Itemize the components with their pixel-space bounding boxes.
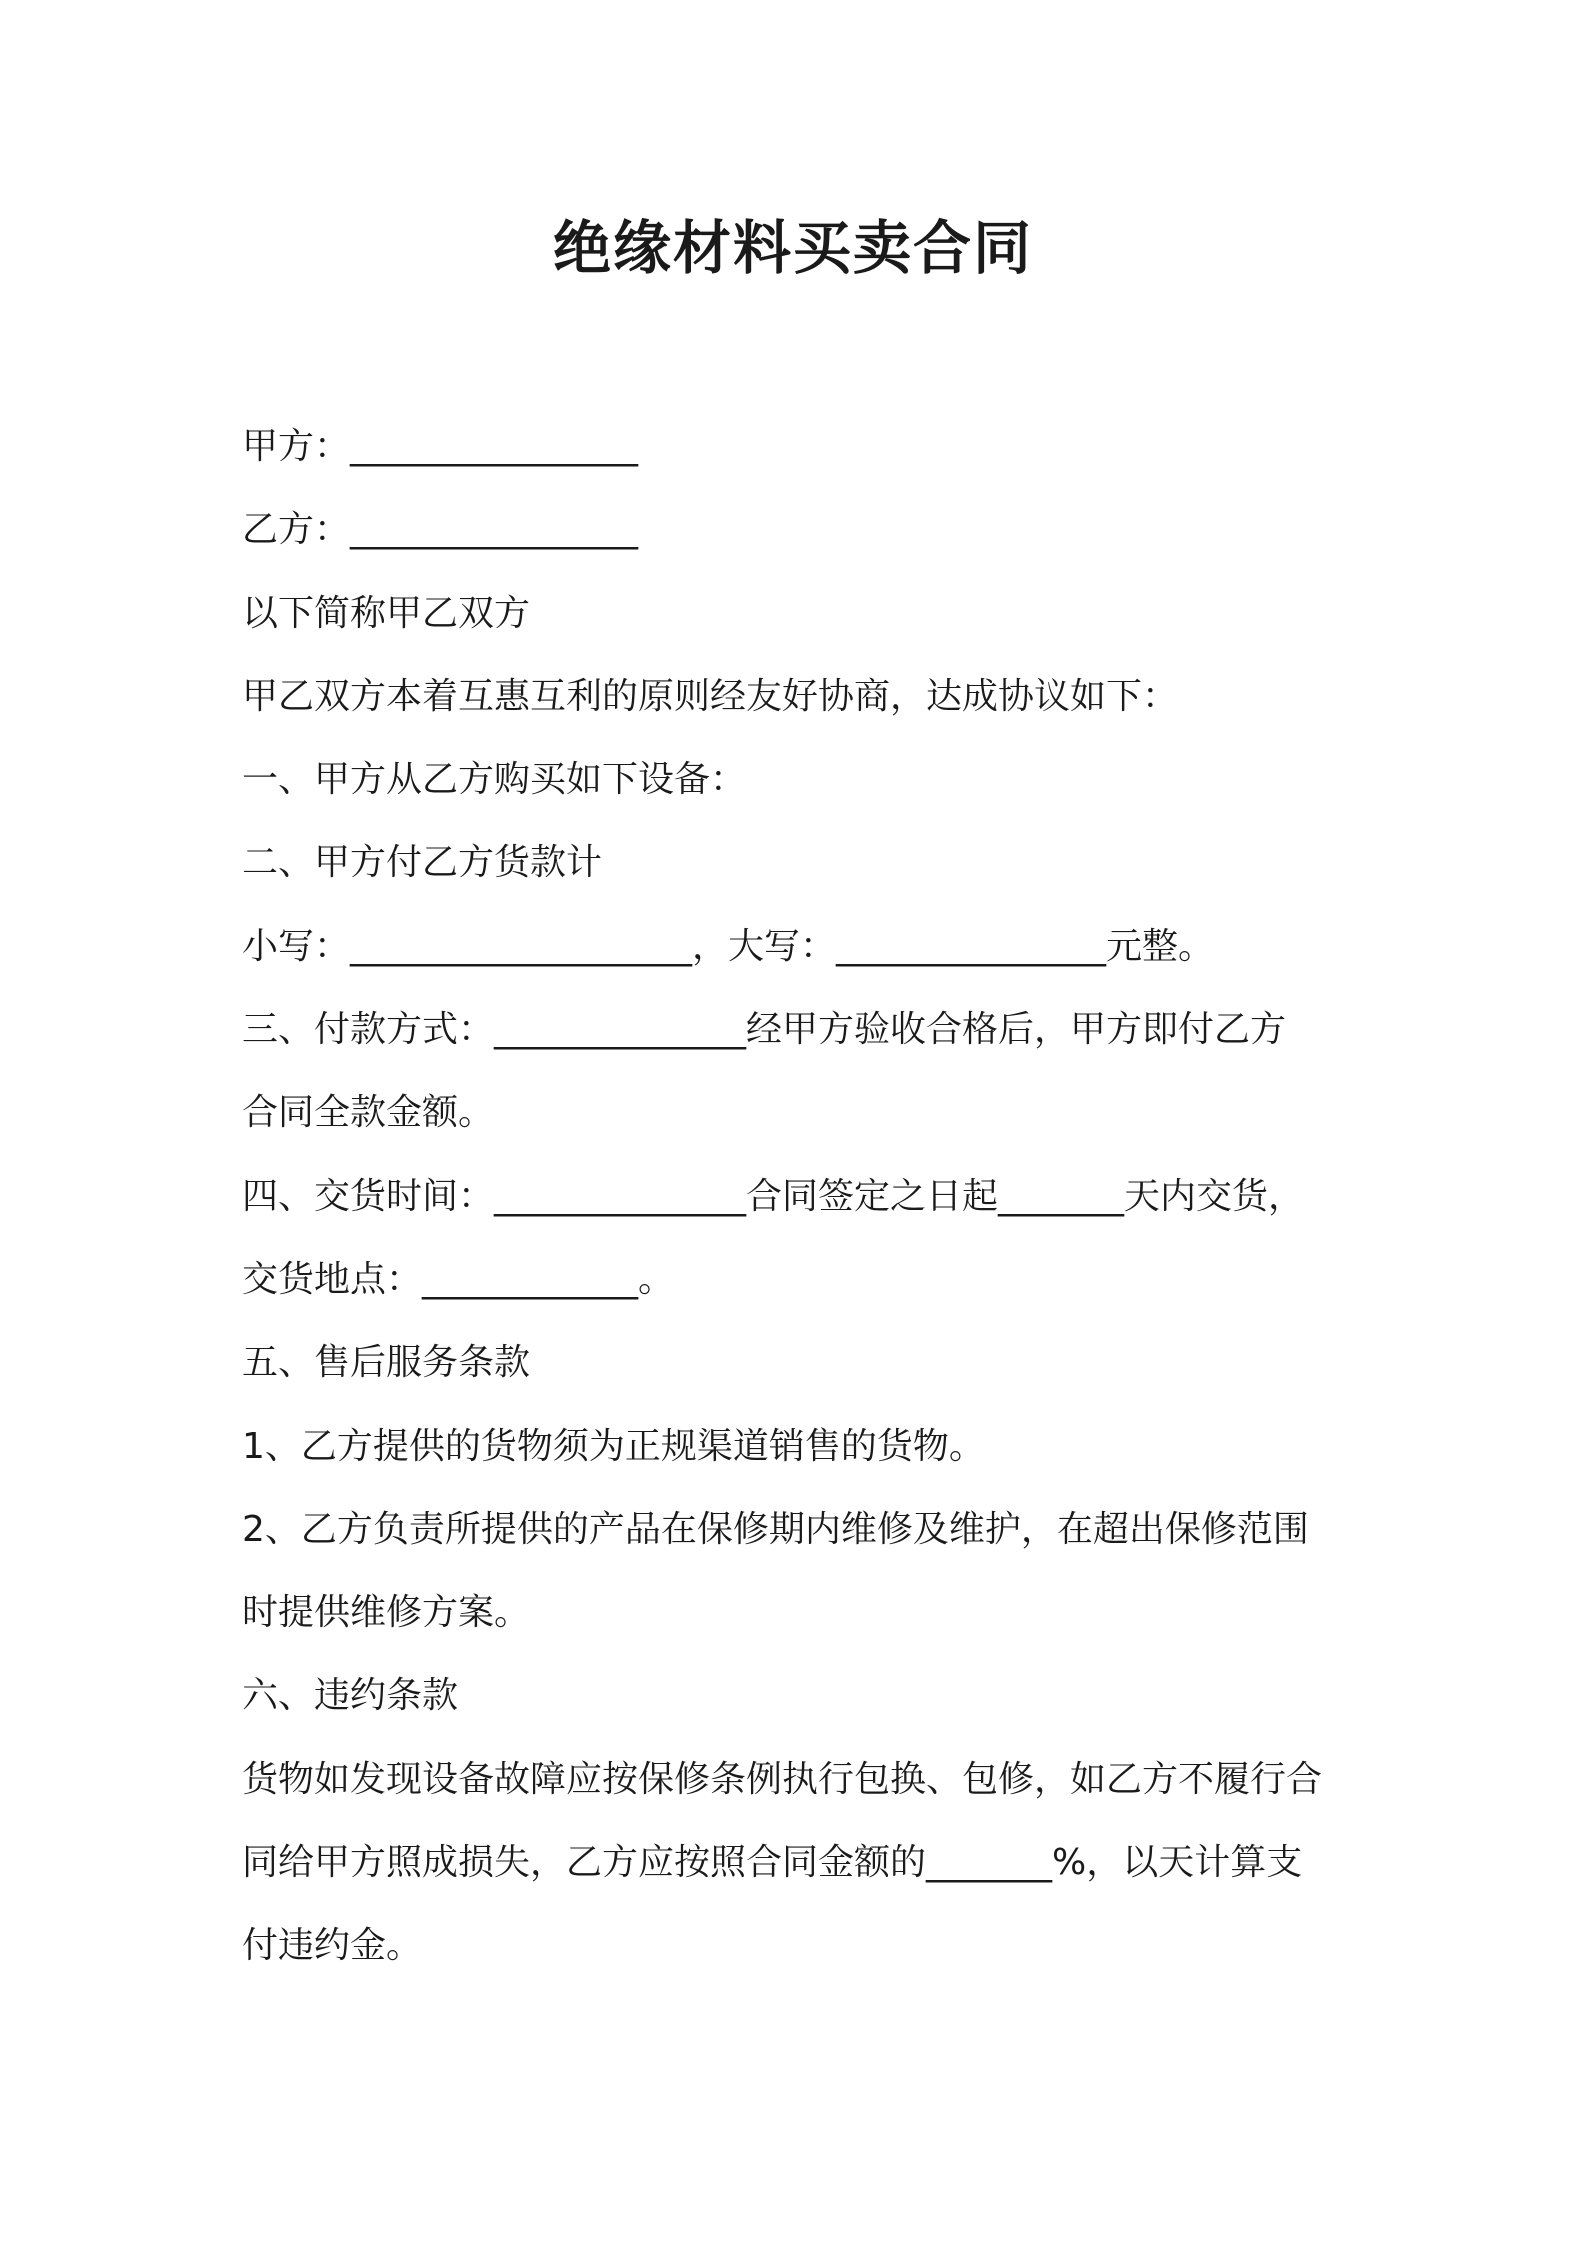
clause-5-item-2: 2、乙方负责所提供的产品在保修期内维修及维护，在超出保修范围 — [242, 1508, 1309, 1550]
document-body — [242, 405, 1362, 1988]
clause-4-line: 四、交货时间：______________合同签定之日起_______天内交货， — [242, 1175, 1305, 1217]
amount-line: 小写：___________________，大写：_______________元整。 — [242, 925, 1215, 967]
delivery-place-line: 交货地点：____________。 — [242, 1258, 675, 1300]
clause-5-heading: 五、售后服务条款 — [242, 1342, 531, 1384]
clause-1-line: 一、甲方从乙方购买如下设备： — [242, 759, 747, 801]
clause-5-item-1: 1、乙方提供的货物须为正规渠道销售的货物。 — [242, 1425, 985, 1467]
clause-6-text-2: 同给甲方照成损失，乙方应按照合同金额的_______%，以天计算支 — [242, 1842, 1303, 1884]
clause-3-line: 三、付款方式：______________经甲方验收合格后，甲方即付乙方 — [242, 1009, 1287, 1051]
preamble-line: 甲乙双方本着互惠互利的原则经友好协商，达成协议如下： — [242, 675, 1179, 717]
clause-6-heading: 六、违约条款 — [242, 1675, 459, 1717]
clause-5-item-2-continuation: 时提供维修方案。 — [242, 1592, 531, 1634]
abbreviation-line: 以下简称甲乙双方 — [242, 592, 531, 634]
clause-6-text-3: 付违约金。 — [242, 1925, 423, 1967]
clause-6-text-1: 货物如发现设备故障应按保修条例执行包换、包修，如乙方不履行合 — [242, 1758, 1323, 1800]
clause-2-line: 二、甲方付乙方货款计 — [242, 842, 603, 884]
document-title: 绝缘材料买卖合同 — [552, 214, 1033, 282]
clause-3-continuation-line: 合同全款金额。 — [242, 1092, 495, 1134]
party-a-line: 甲方：________________ — [242, 426, 639, 467]
party-b-line: 乙方：________________ — [242, 509, 639, 551]
